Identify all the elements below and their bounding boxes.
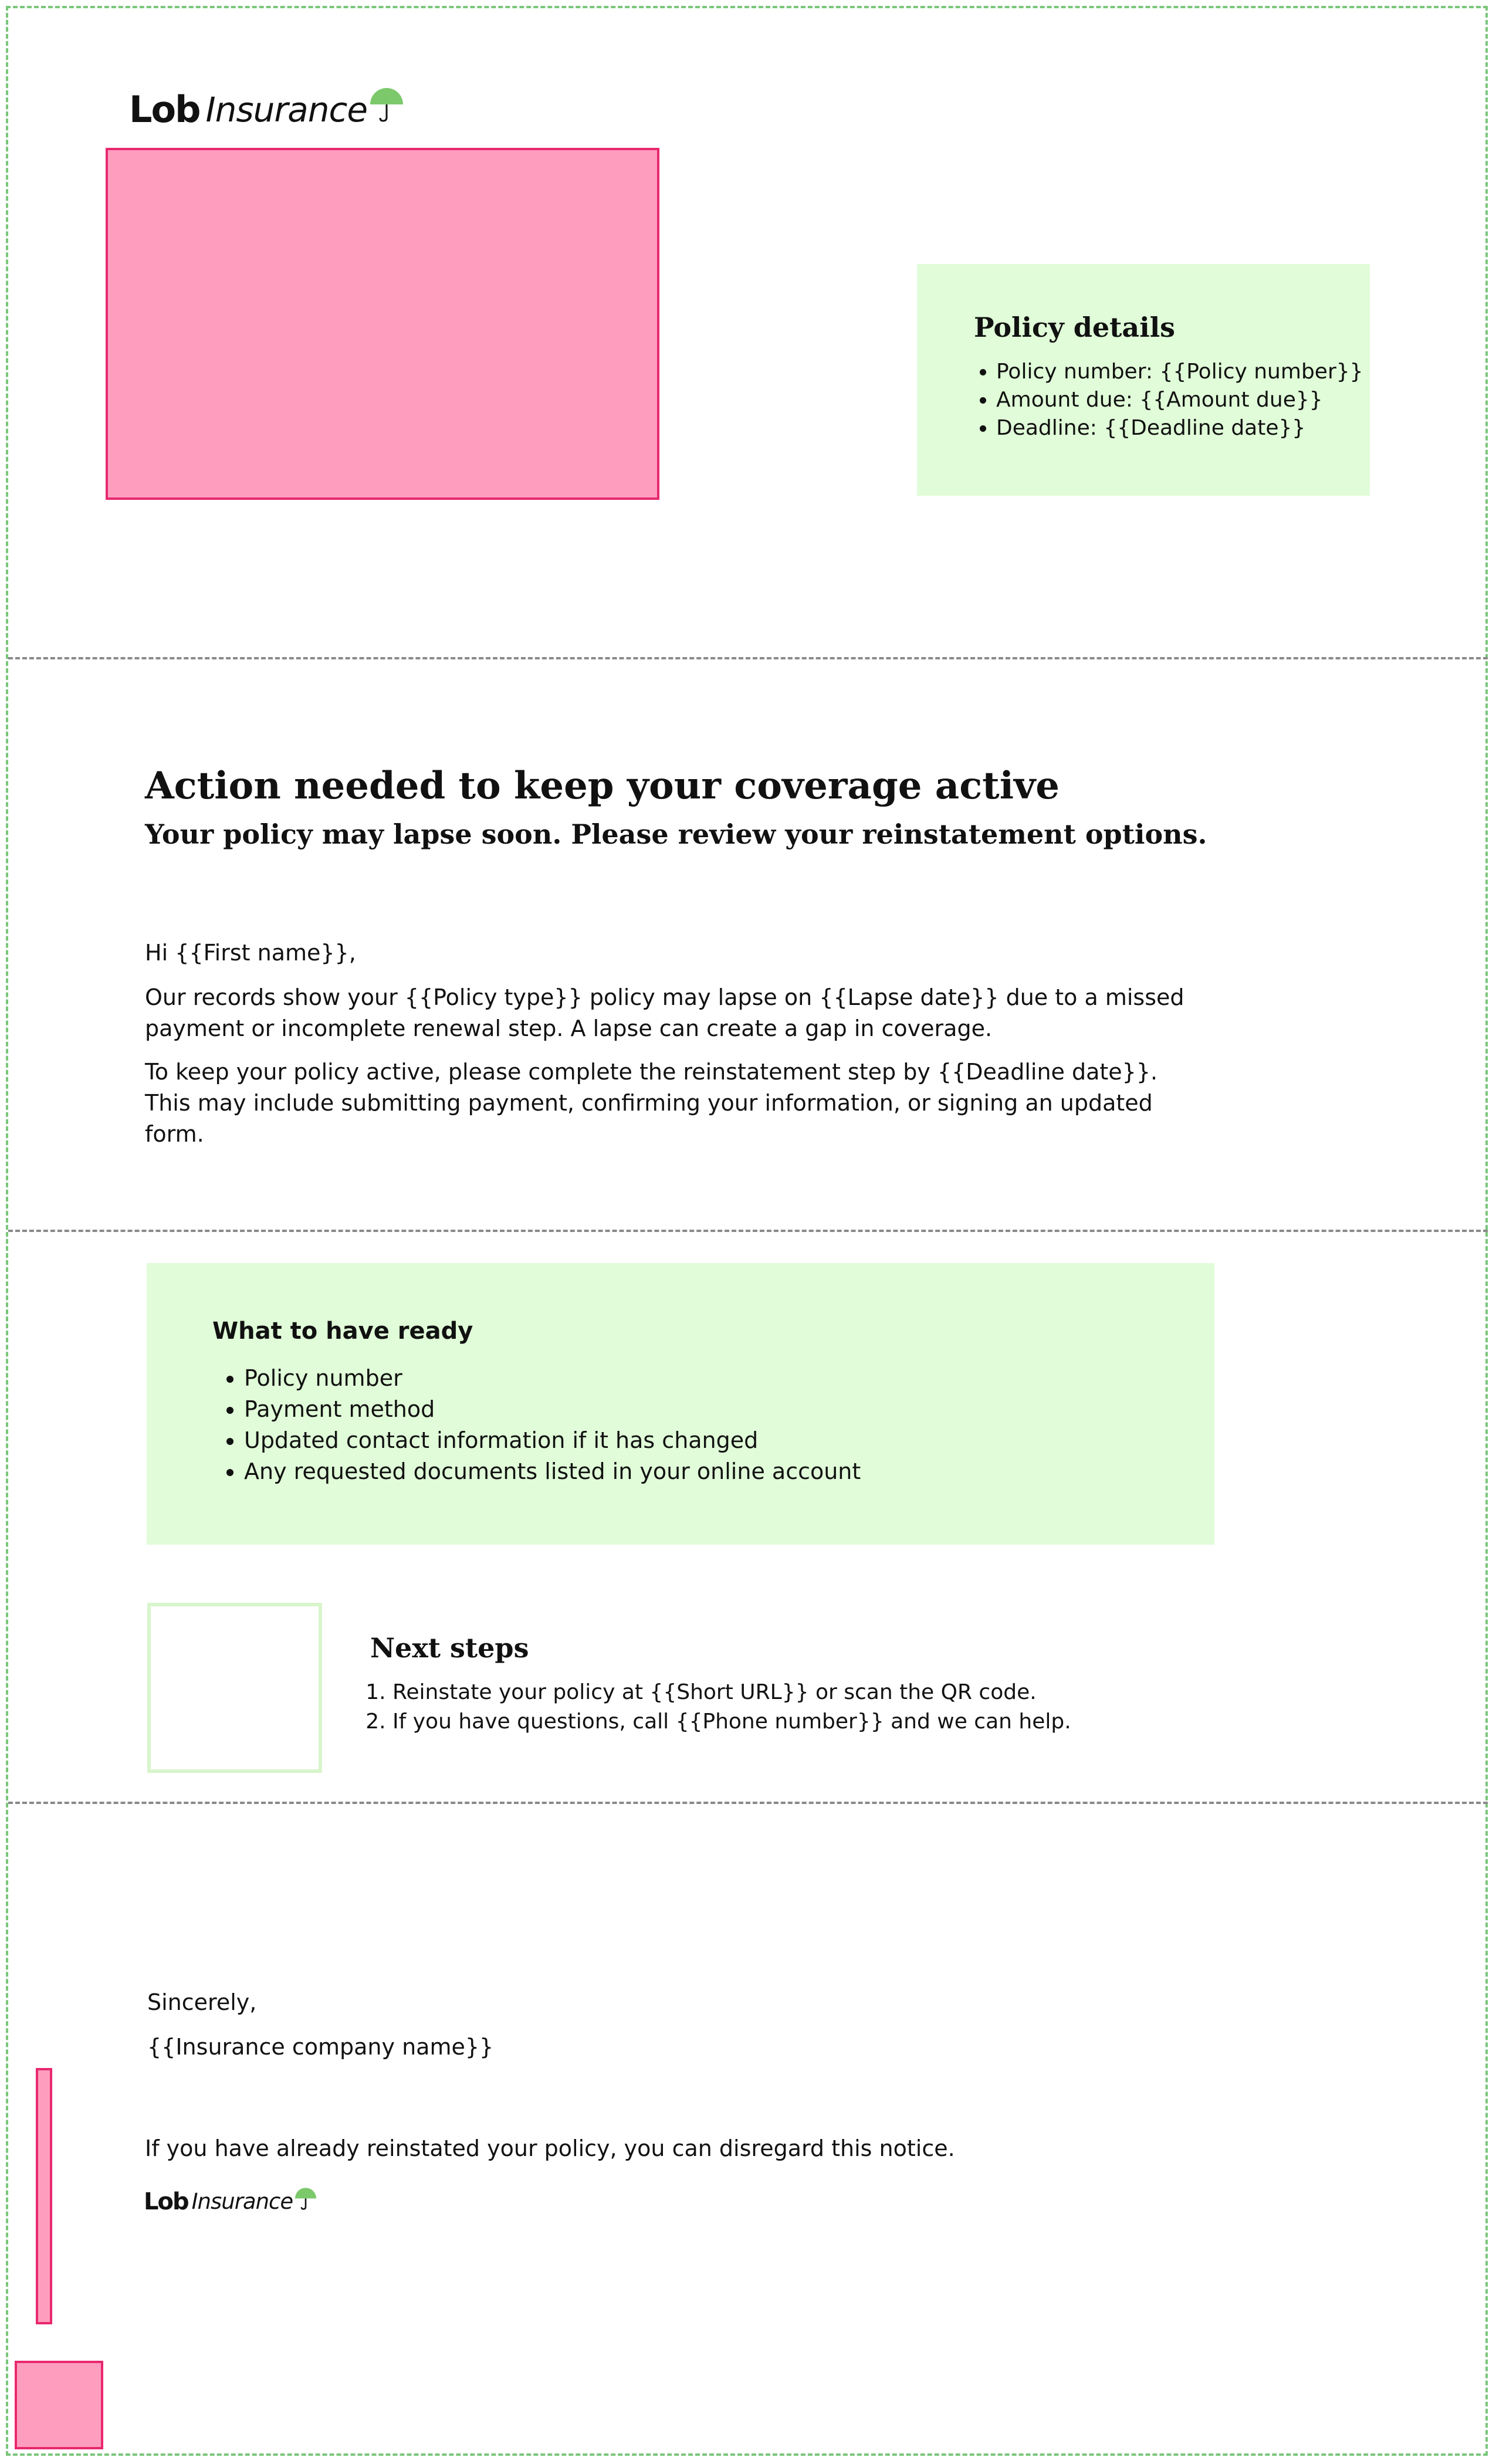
logo-word: Lob [129, 88, 200, 131]
fold-line-2 [8, 1230, 1488, 1232]
company-logo [129, 87, 405, 130]
qr-code-placeholder [147, 1603, 322, 1773]
footer-logo-word: Lob [144, 2188, 188, 2215]
footer-umbrella-icon [294, 2187, 317, 2211]
policy-number-item: • Policy number: {{Policy number}} [996, 358, 1363, 386]
letter-paragraph-2: To keep your policy active, please complete the reinstatement step by {{Deadline date}}. This may include submitting payment, confirming your information, or signing an updated form. [145, 1059, 1158, 1147]
policy-details-title: Policy details [974, 312, 1176, 343]
policy-details-panel [917, 264, 1370, 496]
disregard-notice: If you have already reinstated your policy, you can disregard this notice. [145, 2135, 955, 2161]
letter-paragraph-1: Our records show your {{Policy type}} policy may lapse on {{Lapse date}} due to a missed payment or incomplete renewal step. A lapse can create a gap in coverage. [145, 984, 1184, 1041]
logo-suffix: Insurance [205, 90, 368, 130]
next-step-1: 1. Reinstate your policy at {{Short URL}} or scan the QR code. [392, 1678, 1071, 1707]
letter-headline: Action needed to keep your coverage active [145, 764, 1060, 808]
letter-subheadline: Your policy may lapse soon. Please review your reinstatement options. [145, 818, 1207, 850]
policy-details-list [974, 358, 1363, 442]
next-step-2: 2. If you have questions, call {{Phone number}} and we can help. [392, 1707, 1071, 1737]
postal-mark-placeholder [15, 2361, 103, 2449]
fold-line-1 [8, 657, 1488, 659]
closing-signoff: Sincerely, [147, 1989, 257, 2015]
fold-line-3 [8, 1802, 1488, 1804]
footer-logo [144, 2187, 317, 2215]
letter-greeting: Hi {{First name}}, [145, 940, 356, 966]
amount-due-item: • Amount due: {{Amount due}} [996, 386, 1363, 414]
what-to-have-ready-title: What to have ready [212, 1318, 473, 1345]
company-name-placeholder: {{Insurance company name}} [147, 2034, 494, 2060]
what-to-have-ready-panel [147, 1263, 1214, 1545]
ready-item-documents: • Any requested documents listed in your online account [244, 1456, 861, 1487]
umbrella-icon [368, 87, 405, 123]
deadline-item: • Deadline: {{Deadline date}} [996, 414, 1363, 442]
ready-item-policy-number: • Policy number [244, 1363, 861, 1394]
ready-item-payment-method: • Payment method [244, 1394, 861, 1425]
footer-logo-suffix: Insurance [191, 2189, 293, 2214]
next-steps-list [364, 1678, 1071, 1737]
ready-item-contact-info: • Updated contact information if it has changed [244, 1425, 861, 1456]
address-window-placeholder [106, 148, 659, 500]
next-steps-title: Next steps [370, 1632, 529, 1664]
barcode-placeholder [36, 2068, 52, 2324]
what-to-have-ready-list [212, 1363, 861, 1487]
